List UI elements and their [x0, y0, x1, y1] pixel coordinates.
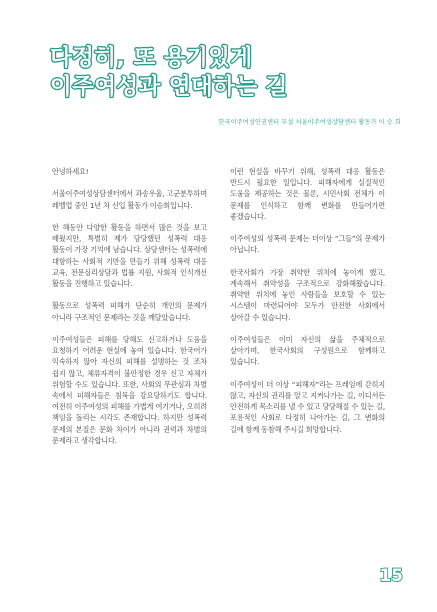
paragraph: 이주여성들은 이미 자신의 삶을 주체적으로 살아가며, 한국사회의 구성원으로 함께하고 있습니다. — [230, 335, 385, 367]
paragraph: 이런 현실을 바꾸기 위해, 성폭력 대응 활동은 반드시 필요한 일입니다. 피해자에게 실질적인 도움을 제공하는 것은 물론, 시민사회 전체가 이 문제를 인식하고 함께 변화를 만들어가면 좋겠습니다. — [230, 167, 385, 221]
author-byline: 한국이주여성인권센터 부설 서울이주여성상담센터 활동가 이 승 희 — [218, 119, 401, 126]
right-column — [230, 166, 385, 446]
paragraph: 이주여성의 성폭력 문제는 더이상 “그들”의 문제가 아닙니다. — [230, 234, 385, 255]
paragraph: 이주여성들은 피해를 당해도 신고하거나 도움을 요청하기 어려운 현실에 놓여 있습니다. 한국어가 익숙하지 않아 자신의 피해를 설명하는 것 조차 쉽지 않고, 체류자격이 불안정한 경우 신고 자체가 위험할 수도 있습니다. 또한, 사회의 무관심과 차별 속에서 피해자들은 침묵을 강요당하기도 합니다. 여전히 이주여성의 피해를 가볍게 여기거나, 오히려 책임을 돌리는 시각도 존재합니다. 하지만 성폭력 문제의 본질은 문화 차이가 아니라 권력과 차별의 문제라고 생각합니다. — [52, 334, 207, 445]
page-number: 15 — [379, 566, 403, 586]
title-line-2: 이주여성과 연대하는 길 — [50, 74, 288, 100]
left-column — [52, 166, 207, 457]
paragraph: 한국사회가 가장 취약한 위치에 놓이게 했고, 계속해서 취약성을 구조적으로 강화해왔습니다. 취약한 위치에 놓인 사람들을 보호할 수 있는 시스템이 마련되어야 모두가 안전한 사회에서 살아갈 수 있습니다. — [230, 267, 385, 322]
paragraph: 한 해동안 다양한 활동을 하면서 많은 것을 보고 배웠지만, 특별히 제가 담당했던 성폭력 대응 활동이 가장 기억에 남습니다. 상담센터는 성폭력에 대항하는 사회적 기반을 만들기 위해 성폭력 대응 교육, 전문심리상담과 법률 지원, 사회적 인식개선 활동을 진행하고 있습니다. — [52, 222, 207, 288]
paragraph: 이주여성이 더 이상 “피해자”라는 프레임에 갇히지 않고, 자신의 권리를 알고 지켜나가는 길, 이디서든 안전하게 목소리를 낼 수 있고 당당해질 수 있는 길, 포용적인 사회로 다정히 나아가는 길, 그 변화의 길에 함께 동참해 주시길 희망합니다. — [230, 379, 385, 434]
paragraph: 활동으로 성폭력 피해가 단순히 개인의 문제가 아니라 구조적인 문제라는 것을 깨달았습니다. — [52, 301, 207, 322]
paragraph: 서울이주여성상담센터에서 과송우울, 고군분투하며 레벨업 중인 1년 차 신입 활동가 이승희입니다. — [52, 189, 207, 210]
title-line-1: 다정히, 또 용기있게 — [50, 45, 253, 71]
paragraph: 안녕하세요! — [52, 167, 89, 176]
